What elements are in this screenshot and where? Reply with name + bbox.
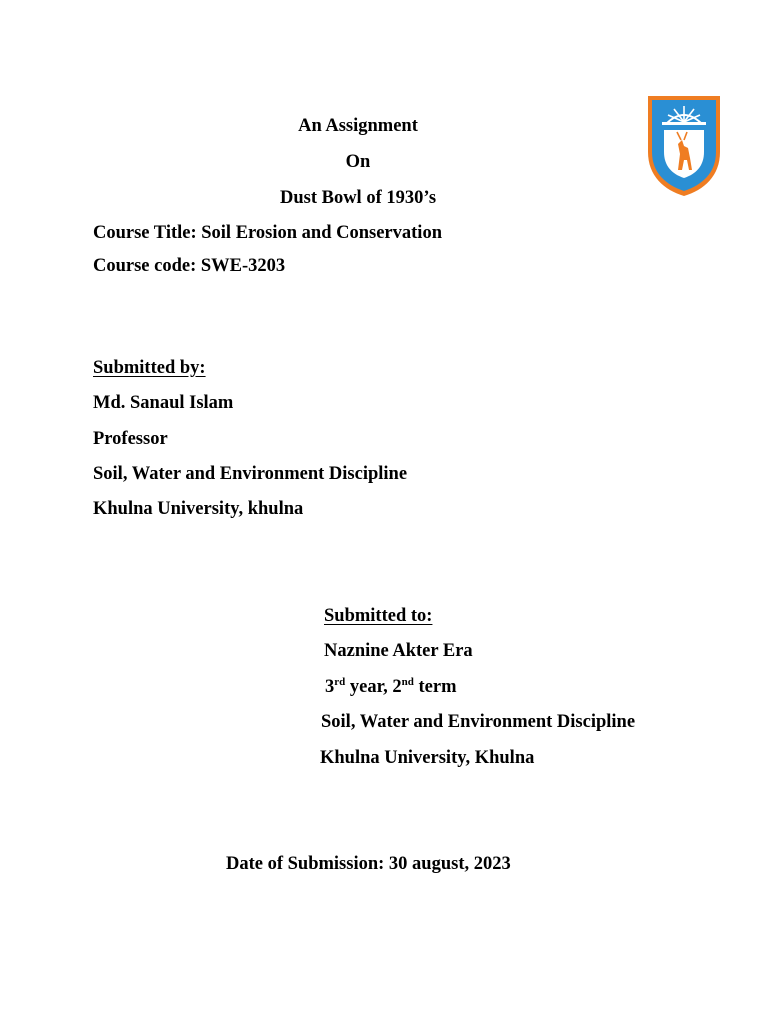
year-superscript: rd <box>334 676 346 688</box>
submitted-by-heading: Submitted by: <box>93 358 206 378</box>
submitted-to-year-term <box>325 676 456 698</box>
submitted-to-name: Naznine Akter Era <box>324 641 473 661</box>
submitted-by-university: Khulna University, khulna <box>93 499 304 519</box>
submission-date: Date of Submission: 30 august, 2023 <box>226 854 511 874</box>
assignment-on: On <box>345 152 371 172</box>
year-number: 3 <box>325 677 335 697</box>
assignment-topic: Dust Bowl of 1930’s <box>279 188 437 208</box>
university-crest-icon <box>644 92 724 198</box>
term-superscript: nd <box>401 676 414 688</box>
submitted-by-discipline: Soil, Water and Environment Discipline <box>93 464 408 484</box>
term-text: term <box>413 677 457 697</box>
submitted-to-heading: Submitted to: <box>324 606 433 626</box>
submitted-by-designation: Professor <box>93 429 168 449</box>
course-code: Course code: SWE-3203 <box>93 256 286 276</box>
year-text: year, 2 <box>345 677 402 697</box>
submitted-to-discipline: Soil, Water and Environment Discipline <box>321 712 636 732</box>
assignment-heading: An Assignment <box>298 116 418 136</box>
course-title: Course Title: Soil Erosion and Conservation <box>93 223 442 243</box>
submitted-to-university: Khulna University, Khulna <box>320 748 535 768</box>
submitted-by-name: Md. Sanaul Islam <box>93 393 234 413</box>
